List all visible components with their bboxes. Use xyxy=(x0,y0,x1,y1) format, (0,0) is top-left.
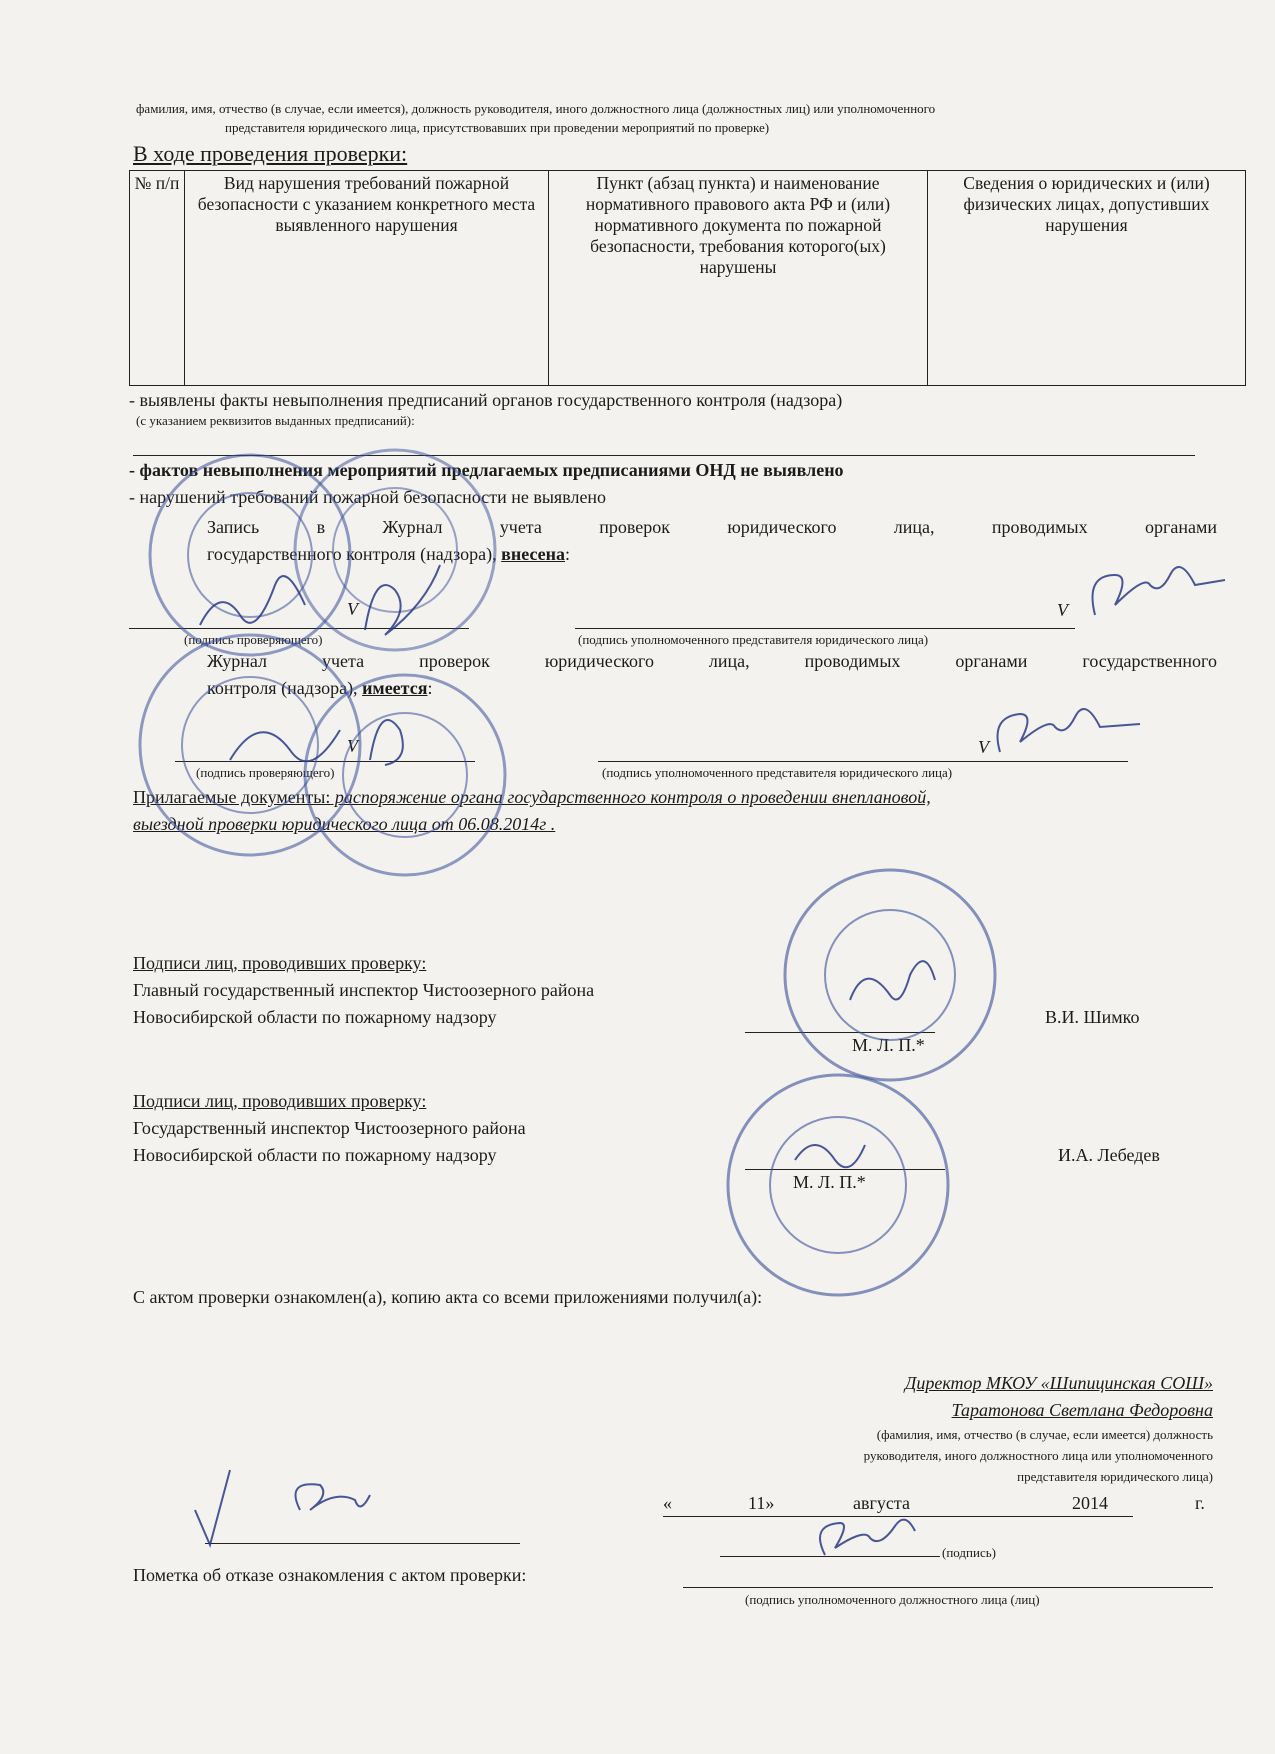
journal-exists-colon: : xyxy=(427,678,433,698)
stamp-seal-2 xyxy=(295,450,495,650)
acquaint-note1: (фамилия, имя, отчество (в случае, если имеется) должность xyxy=(876,1427,1213,1442)
date-open-quote: « xyxy=(663,1493,672,1513)
journal-exists-mark-right: V xyxy=(978,737,989,757)
finding-no-violations: - нарушений требований пожарной безопасности не выявлено xyxy=(129,487,607,507)
signature-scribble-3 xyxy=(230,709,1140,765)
acquaint-position: Директор МКОУ «Шипицинская СОШ» xyxy=(904,1373,1213,1393)
journal-record-colon: : xyxy=(565,544,571,564)
date-day: 11» xyxy=(748,1493,775,1513)
finding-orders-note: (с указанием реквизитов выданных предписаний): xyxy=(136,413,415,428)
stamp-seal-5 xyxy=(785,870,995,1080)
signature-2-seal: М. Л. П.* xyxy=(793,1172,866,1192)
signature-2-name: И.А. Лебедев xyxy=(1058,1145,1160,1165)
stamp-seal-4 xyxy=(305,675,505,875)
table-header-persons: Сведения о юридических и (или) физических лицах, допустивших нарушения xyxy=(928,171,1246,386)
finding-no-failures: - фактов невыполнения мероприятий предлагаемых предписаниями ОНД не выявлено xyxy=(129,460,844,480)
signature-scribble-5 xyxy=(195,1470,915,1555)
acquaint-person: Таратонова Светлана Федоровна xyxy=(951,1400,1213,1420)
stamp-seal-6 xyxy=(728,1075,948,1295)
attachments-label: Прилагаемые документы: xyxy=(133,787,331,807)
header-note-line1: фамилия, имя, отчество (в случае, если имеется), должность руководителя, иного должностного лица (должностных лиц) или уполномоченного xyxy=(136,101,936,116)
journal-exists-status: имеется xyxy=(362,678,428,698)
signature-2-position-line2: Новосибирской области по пожарному надзору xyxy=(133,1145,497,1165)
signature-1-position-line2: Новосибирской области по пожарному надзору xyxy=(133,1007,497,1027)
date-month: августа xyxy=(853,1493,910,1513)
attachments-value1: распоряжение органа государственного контроля о проведении внеплановой, xyxy=(330,787,931,807)
journal-record-mark-right: V xyxy=(1057,600,1068,620)
date-suffix: г. xyxy=(1195,1493,1205,1513)
journal-record-mark-left: V xyxy=(347,599,358,619)
inspection-heading: В ходе проведения проверки: xyxy=(133,141,408,166)
signature-2-position-line1: Государственный инспектор Чистоозерного района xyxy=(133,1118,526,1138)
acquaint-text: С актом проверки ознакомлен(а), копию акта со всеми приложениями получил(а): xyxy=(133,1287,763,1307)
table-header-violation: Вид нарушения требований пожарной безопасности с указанием конкретного места выявленного нарушения xyxy=(185,171,549,386)
acquaint-sign-caption: (подпись) xyxy=(942,1545,996,1560)
stamp-seal-3 xyxy=(140,635,363,855)
signature-1-seal: М. Л. П.* xyxy=(852,1035,925,1055)
signature-1-name: В.И. Шимко xyxy=(1045,1007,1140,1027)
signature-1-position-line1: Главный государственный инспектор Чистоозерного района xyxy=(133,980,595,1000)
journal-record-text1: Запись в Журнал учета проверок юридического лица, проводимых органами xyxy=(207,517,1217,537)
journal-exists-text1: Журнал учета проверок юридического лица, проводимых органами государственного xyxy=(207,651,1217,671)
header-note-line2: представителя юридического лица, присутствовавших при проведении мероприятий по проверке) xyxy=(225,120,770,135)
attachments-value2: выездной проверки юридического лица от 06.08.2014г . xyxy=(133,814,556,834)
signature-scribble-2 xyxy=(1093,567,1226,615)
journal-record-status: внесена xyxy=(501,544,566,564)
signature-scribble-4 xyxy=(795,961,935,1167)
journal-record-text2a: государственного контроля (надзора), xyxy=(207,544,502,564)
journal-record-caption-right: (подпись уполномоченного представителя юридического лица) xyxy=(578,632,929,647)
signatures-heading-1: Подписи лиц, проводивших проверку: xyxy=(133,953,427,973)
finding-orders-not-fulfilled: - выявлены факты невыполнения предписаний органов государственного контроля (надзора) xyxy=(129,390,843,410)
journal-exists-mark-left: V xyxy=(347,736,358,756)
date-year: 2014 xyxy=(1072,1493,1108,1513)
table-header-num: № п/п xyxy=(130,171,185,386)
refusal-label: Пометка об отказе ознакомления с актом проверки: xyxy=(133,1565,527,1585)
journal-record-caption-left: (подпись проверяющего) xyxy=(184,632,323,647)
acquaint-note2: руководителя, иного должностного лица или уполномоченного xyxy=(863,1448,1213,1463)
refusal-caption: (подпись уполномоченного должностного лица (лиц) xyxy=(745,1592,1040,1607)
table-header-clause: Пункт (абзац пункта) и наименование нормативного правового акта РФ и (или) нормативного документа по пожарной безопасности, требования которого(ых) нарушены xyxy=(549,171,928,386)
signatures-heading-2: Подписи лиц, проводивших проверку: xyxy=(133,1091,427,1111)
journal-exists-caption-right: (подпись уполномоченного представителя юридического лица) xyxy=(602,765,953,780)
acquaint-note3: представителя юридического лица) xyxy=(1017,1469,1213,1484)
journal-exists-text2a: контроля (надзора), xyxy=(207,678,363,698)
journal-exists-caption-left: (подпись проверяющего) xyxy=(196,765,335,780)
